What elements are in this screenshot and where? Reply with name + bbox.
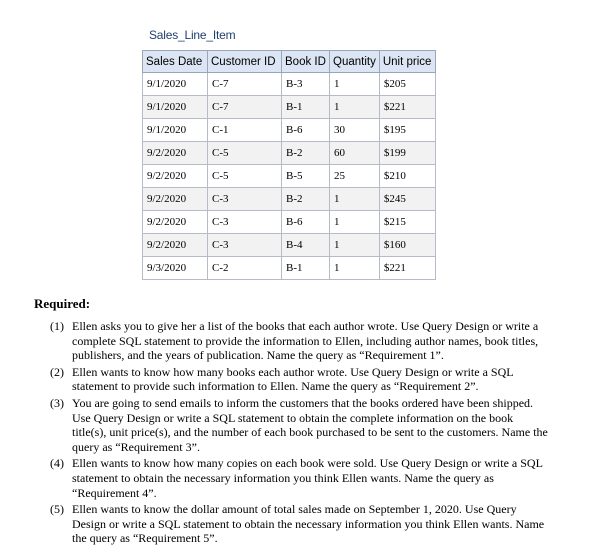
cell-sales-date: 9/1/2020: [143, 119, 208, 142]
table-body: [143, 73, 436, 280]
table-row: [143, 73, 436, 96]
requirements-list: [50, 319, 550, 548]
cell-customer-id: C-3: [208, 234, 282, 257]
table-row: [143, 96, 436, 119]
cell-sales-date: 9/2/2020: [143, 165, 208, 188]
cell-sales-date: 9/2/2020: [143, 188, 208, 211]
cell-unit-price: $215: [379, 211, 435, 234]
cell-quantity: 1: [330, 73, 380, 96]
table-title: Sales_Line_Item: [149, 28, 236, 42]
cell-customer-id: C-1: [208, 119, 282, 142]
table-row: [143, 142, 436, 165]
cell-book-id: B-1: [282, 96, 330, 119]
sales-line-item-table: [142, 50, 436, 280]
cell-customer-id: C-7: [208, 73, 282, 96]
requirement-item: [50, 396, 550, 454]
column-header-book-id: Book ID: [282, 51, 330, 73]
cell-unit-price: $205: [379, 73, 435, 96]
cell-book-id: B-6: [282, 119, 330, 142]
table-row: [143, 234, 436, 257]
table-row: [143, 211, 436, 234]
cell-book-id: B-1: [282, 257, 330, 280]
cell-customer-id: C-2: [208, 257, 282, 280]
requirement-text: Ellen asks you to give her a list of the books that each author wrote. Use Query Design or write a complete SQL statement to provide the information to Ellen, including author names, book titles, publishers, and the years of publication. Name the query as “Requirement 1”.: [72, 319, 539, 363]
requirement-item: [50, 319, 550, 363]
requirement-text: Ellen wants to know how many copies on each book were sold. Use Query Design or write a SQL statement to obtain the necessary information you think Ellen wants. Name the query as “Requirement 4”.: [72, 456, 543, 500]
cell-customer-id: C-5: [208, 165, 282, 188]
requirement-number: (3): [50, 395, 64, 410]
table-row: [143, 257, 436, 280]
requirement-item: [50, 365, 550, 394]
cell-sales-date: 9/3/2020: [143, 257, 208, 280]
cell-quantity: 1: [330, 257, 380, 280]
requirement-number: (5): [50, 502, 64, 517]
cell-unit-price: $210: [379, 165, 435, 188]
cell-unit-price: $199: [379, 142, 435, 165]
cell-book-id: B-5: [282, 165, 330, 188]
requirement-item: [50, 456, 550, 500]
cell-sales-date: 9/2/2020: [143, 142, 208, 165]
requirement-number: (2): [50, 364, 64, 379]
requirement-item: [50, 502, 550, 546]
table-row: [143, 119, 436, 142]
cell-book-id: B-6: [282, 211, 330, 234]
requirement-number: (1): [50, 319, 64, 333]
cell-quantity: 60: [330, 142, 380, 165]
requirement-text: Ellen wants to know how many books each author wrote. Use Query Design or write a SQL statement to provide such information to Ellen. Name the query as “Requirement 2”.: [72, 364, 514, 394]
required-heading: Required:: [34, 296, 91, 311]
cell-unit-price: $160: [379, 234, 435, 257]
cell-book-id: B-2: [282, 188, 330, 211]
table-header-row: [143, 51, 436, 73]
cell-sales-date: 9/2/2020: [143, 234, 208, 257]
table-row: [143, 165, 436, 188]
cell-book-id: B-3: [282, 73, 330, 96]
cell-customer-id: C-3: [208, 188, 282, 211]
cell-quantity: 1: [330, 96, 380, 119]
requirement-text: Ellen wants to know the dollar amount of total sales made on September 1, 2020. Use Query Design or write a SQL statement to obtain the necessary information you think Ellen wants. Name the query as “Requirement 5”.: [72, 502, 545, 546]
cell-book-id: B-4: [282, 234, 330, 257]
requirement-text: You are going to send emails to inform the customers that the books ordered have been shipped. Use Query Design or write a SQL statement to obtain the complete information on the book title(s), unit price(s), and the number of each book purchased to be sent to the customers. Name the query as “Requirement 3”.: [72, 395, 548, 454]
table-row: [143, 188, 436, 211]
cell-quantity: 30: [330, 119, 380, 142]
cell-quantity: 25: [330, 165, 380, 188]
cell-customer-id: C-7: [208, 96, 282, 119]
cell-customer-id: C-3: [208, 211, 282, 234]
column-header-unit-price: Unit price: [379, 51, 435, 73]
cell-quantity: 1: [330, 234, 380, 257]
cell-quantity: 1: [330, 188, 380, 211]
cell-unit-price: $195: [379, 119, 435, 142]
column-header-customer-id: Customer ID: [208, 51, 282, 73]
cell-unit-price: $221: [379, 257, 435, 280]
cell-sales-date: 9/1/2020: [143, 96, 208, 119]
cell-book-id: B-2: [282, 142, 330, 165]
cell-customer-id: C-5: [208, 142, 282, 165]
requirement-number: (4): [50, 456, 64, 471]
column-header-sales-date: Sales Date: [143, 51, 208, 73]
column-header-quantity: Quantity: [330, 51, 380, 73]
cell-unit-price: $221: [379, 96, 435, 119]
cell-quantity: 1: [330, 211, 380, 234]
cell-sales-date: 9/1/2020: [143, 73, 208, 96]
cell-unit-price: $245: [379, 188, 435, 211]
cell-sales-date: 9/2/2020: [143, 211, 208, 234]
